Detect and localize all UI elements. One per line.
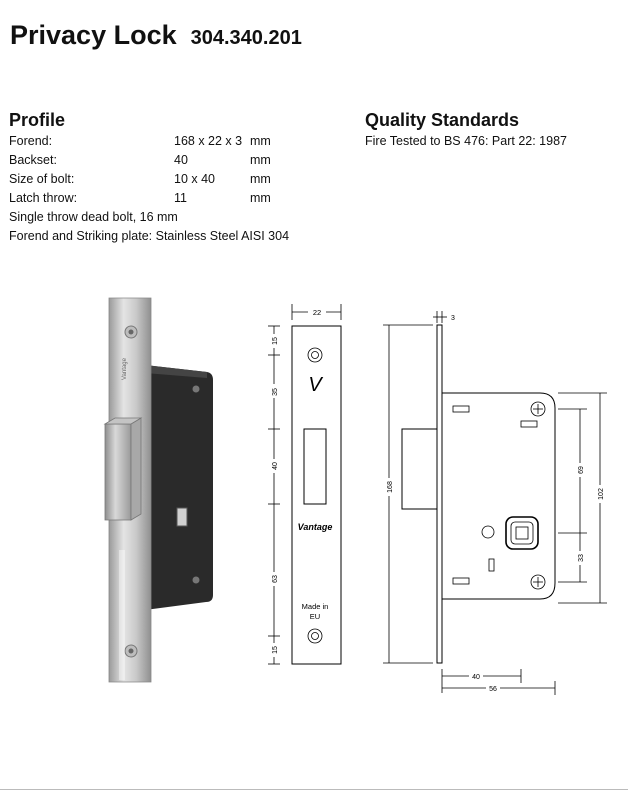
photo-engraving: Vantage: [122, 358, 128, 380]
profile-backset-value: 40: [174, 153, 188, 167]
profile-bolt-label: Size of bolt:: [9, 172, 75, 186]
profile-forend-unit: mm: [250, 134, 271, 148]
made-in-label: Made in: [301, 602, 329, 611]
spindle-hole: [177, 508, 187, 526]
dim-40: 40: [272, 462, 279, 470]
body-screw-icon: [193, 386, 200, 393]
profile-note-deadbolt: Single throw dead bolt, 16 mm: [9, 210, 178, 224]
side-view-drawing: [375, 305, 615, 700]
vantage-logo-icon: V: [308, 374, 322, 396]
quality-text: Fire Tested to BS 476: Part 22: 1987: [365, 134, 567, 148]
dim-15-top: 15: [272, 337, 279, 345]
dim-69: 69: [578, 466, 585, 474]
profile-bolt-value: 10 x 40: [174, 172, 216, 186]
dim-35: 35: [272, 388, 279, 396]
body-screw-icon: [193, 577, 200, 584]
dim-40-backset: 40: [472, 674, 480, 681]
dim-33: 33: [578, 554, 585, 562]
profile-forend-value: 168 x 22 x 3: [174, 134, 243, 148]
dim-168: 168: [387, 481, 394, 493]
dim-width-22: 22: [312, 308, 322, 317]
page-title: [10, 20, 302, 51]
deadbolt: [105, 424, 131, 520]
lock-photo: [95, 290, 225, 690]
profile-latch-value: 11: [174, 191, 187, 205]
profile-note-material: Forend and Striking plate: Stainless Steel AISI 304: [9, 229, 290, 243]
product-name: Privacy Lock: [10, 20, 177, 50]
quality-heading: Quality Standards: [365, 110, 520, 130]
dim-63: 63: [272, 575, 279, 583]
profile-heading: Profile: [9, 110, 66, 130]
dim-56: 56: [489, 686, 497, 693]
profile-latch-label: Latch throw:: [9, 191, 78, 205]
eu-label: EU: [309, 612, 321, 621]
profile-bolt-unit: mm: [250, 172, 271, 186]
profile-latch-unit: mm: [250, 191, 271, 205]
product-code: 304.340.201: [190, 27, 302, 49]
profile-backset-unit: mm: [250, 153, 271, 167]
dim-15-bottom: 15: [272, 646, 279, 654]
brand-engraving: Vantage: [297, 522, 333, 532]
footer-divider: [0, 789, 628, 790]
front-view-drawing: [262, 298, 352, 673]
dim-102: 102: [598, 488, 605, 500]
profile-forend-label: Forend:: [9, 134, 53, 148]
profile-backset-label: Backset:: [9, 153, 57, 167]
dim-3: 3: [451, 315, 455, 322]
